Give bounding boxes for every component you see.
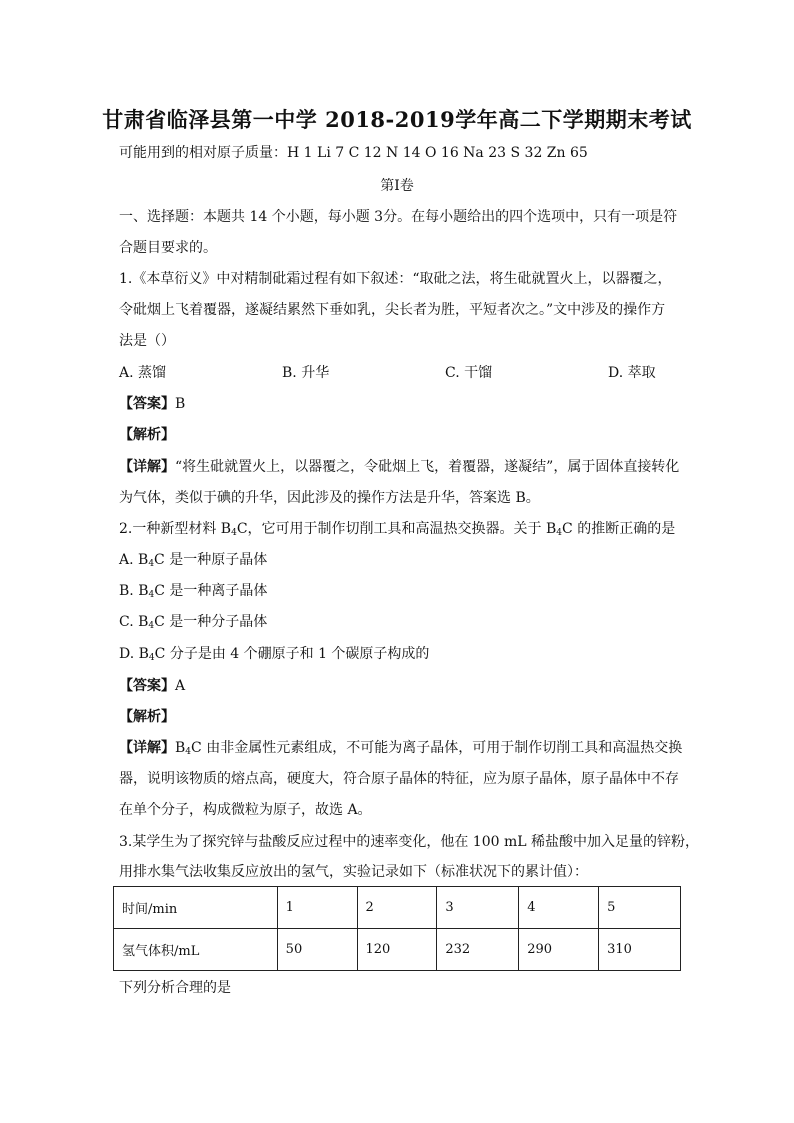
hydrogen-volume-table bbox=[113, 886, 681, 971]
option-subscript: 4 bbox=[148, 653, 155, 663]
q2-option-c bbox=[119, 613, 267, 631]
q1-detail-line1 bbox=[119, 458, 679, 476]
table-row bbox=[114, 887, 681, 929]
option-prefix: A. B bbox=[119, 552, 149, 568]
option-subscript: 4 bbox=[148, 621, 155, 631]
detail-label: 【详解】 bbox=[119, 459, 175, 475]
row-header-time: 时间/min bbox=[114, 887, 278, 929]
q2-detail-line3: 在单个分子，构成微粒为原子，故选 A。 bbox=[119, 802, 372, 818]
q2-stem-part3: C 的推断正确的是 bbox=[562, 521, 676, 537]
page-title: 甘肃省临泽县第一中学 2018-2019学年高二下学期期末考试 bbox=[102, 107, 692, 132]
table-cell: 4 bbox=[519, 887, 599, 929]
option-subscript: 4 bbox=[148, 590, 155, 600]
q2-stem-subscript1: 4 bbox=[231, 528, 237, 538]
option-prefix: D. B bbox=[119, 646, 149, 662]
option-prefix: C. B bbox=[119, 614, 149, 630]
q2-option-d bbox=[119, 645, 429, 663]
option-prefix: B. B bbox=[119, 583, 149, 599]
row-header-volume: 氢气体积/mL bbox=[114, 929, 278, 971]
q2-stem-subscript2: 4 bbox=[556, 528, 563, 538]
q1-option-d: D. 萃取 bbox=[608, 365, 656, 381]
table-cell: 120 bbox=[357, 929, 437, 971]
table-row bbox=[114, 929, 681, 971]
table-cell: 1 bbox=[277, 887, 357, 929]
detail-label: 【详解】 bbox=[119, 740, 175, 756]
q2-stem-part2: C，它可用于制作切削工具和高温热交换器。关于 B bbox=[236, 521, 557, 537]
detail-text: “将生砒就置火上，以器覆之，令砒烟上飞，着覆器，遂凝结”，属于固体直接转化 bbox=[175, 459, 680, 475]
q2-option-b bbox=[119, 582, 267, 600]
table-cell: 3 bbox=[437, 887, 519, 929]
q1-option-b: B. 升华 bbox=[282, 365, 330, 381]
table-cell: 232 bbox=[437, 929, 519, 971]
detail-formula-subscript: 4 bbox=[185, 747, 192, 757]
q1-stem-line1: 1.《本草衍义》中对精制砒霜过程有如下叙述：“取砒之法，将生砒就置火上，以器覆之， bbox=[119, 271, 672, 287]
q1-analysis-label: 【解析】 bbox=[119, 427, 175, 443]
q2-detail-line2: 器，说明该物质的熔点高，硬度大，符合原子晶体的特征，应为原子晶体，原子晶体中不存 bbox=[119, 771, 679, 787]
q2-option-a bbox=[119, 551, 267, 569]
q1-answer bbox=[119, 395, 185, 413]
q2-detail-line1 bbox=[119, 739, 682, 757]
q2-answer bbox=[119, 677, 185, 695]
q1-detail-line2: 为气体，类似于碘的升华，因此涉及的操作方法是升华，答案选 B。 bbox=[119, 490, 540, 506]
q3-stem-line2: 用排水集气法收集反应放出的氢气，实验记录如下（标准状况下的累计值）： bbox=[119, 864, 588, 880]
atomic-mass-note: 可能用到的相对原子质量：H 1 Li 7 C 12 N 14 O 16 Na 23 S 32 Zn 65 bbox=[119, 145, 588, 161]
detail-formula-prefix: B bbox=[175, 740, 186, 756]
answer-value: A bbox=[175, 678, 186, 694]
table-cell: 290 bbox=[519, 929, 599, 971]
q1-stem-line3: 法是（） bbox=[119, 333, 175, 349]
answer-value: B bbox=[175, 396, 186, 412]
q1-option-c: C. 干馏 bbox=[445, 365, 493, 381]
table-cell: 5 bbox=[599, 887, 681, 929]
option-subscript: 4 bbox=[148, 559, 155, 569]
option-text: C 是一种分子晶体 bbox=[154, 614, 268, 630]
option-text: C 是一种原子晶体 bbox=[154, 552, 268, 568]
q3-followup: 下列分析合理的是 bbox=[119, 980, 231, 996]
section-instructions-line2: 合题目要求的。 bbox=[119, 240, 217, 256]
answer-label: 【答案】 bbox=[119, 678, 175, 694]
table-cell: 50 bbox=[277, 929, 357, 971]
q1-option-a: A. 蒸馏 bbox=[119, 365, 167, 381]
q2-stem bbox=[119, 520, 675, 538]
table-cell: 310 bbox=[599, 929, 681, 971]
section-instructions-line1: 一、选择题：本题共 14 个小题，每小题 3分。在每小题给出的四个选项中，只有一项是符 bbox=[119, 209, 678, 225]
volume-heading: 第Ⅰ卷 bbox=[380, 178, 414, 194]
option-text: C 是一种离子晶体 bbox=[154, 583, 268, 599]
q2-analysis-label: 【解析】 bbox=[119, 709, 175, 725]
table-cell: 2 bbox=[357, 887, 437, 929]
answer-label: 【答案】 bbox=[119, 396, 175, 412]
option-text: C 分子是由 4 个硼原子和 1 个碳原子构成的 bbox=[154, 646, 430, 662]
q2-stem-part1: 2.一种新型材料 B bbox=[119, 521, 232, 537]
q3-stem-line1: 3.某学生为了探究锌与盐酸反应过程中的速率变化，他在 100 mL 稀盐酸中加入足量的锌粉， bbox=[119, 834, 699, 850]
q1-stem-line2: 令砒烟上飞着覆器，遂凝结累然下垂如乳，尖长者为胜，平短者次之。”文中涉及的操作方 bbox=[119, 302, 666, 318]
detail-text: C 由非金属性元素组成，不可能为离子晶体，可用于制作切削工具和高温热交换 bbox=[191, 740, 683, 756]
